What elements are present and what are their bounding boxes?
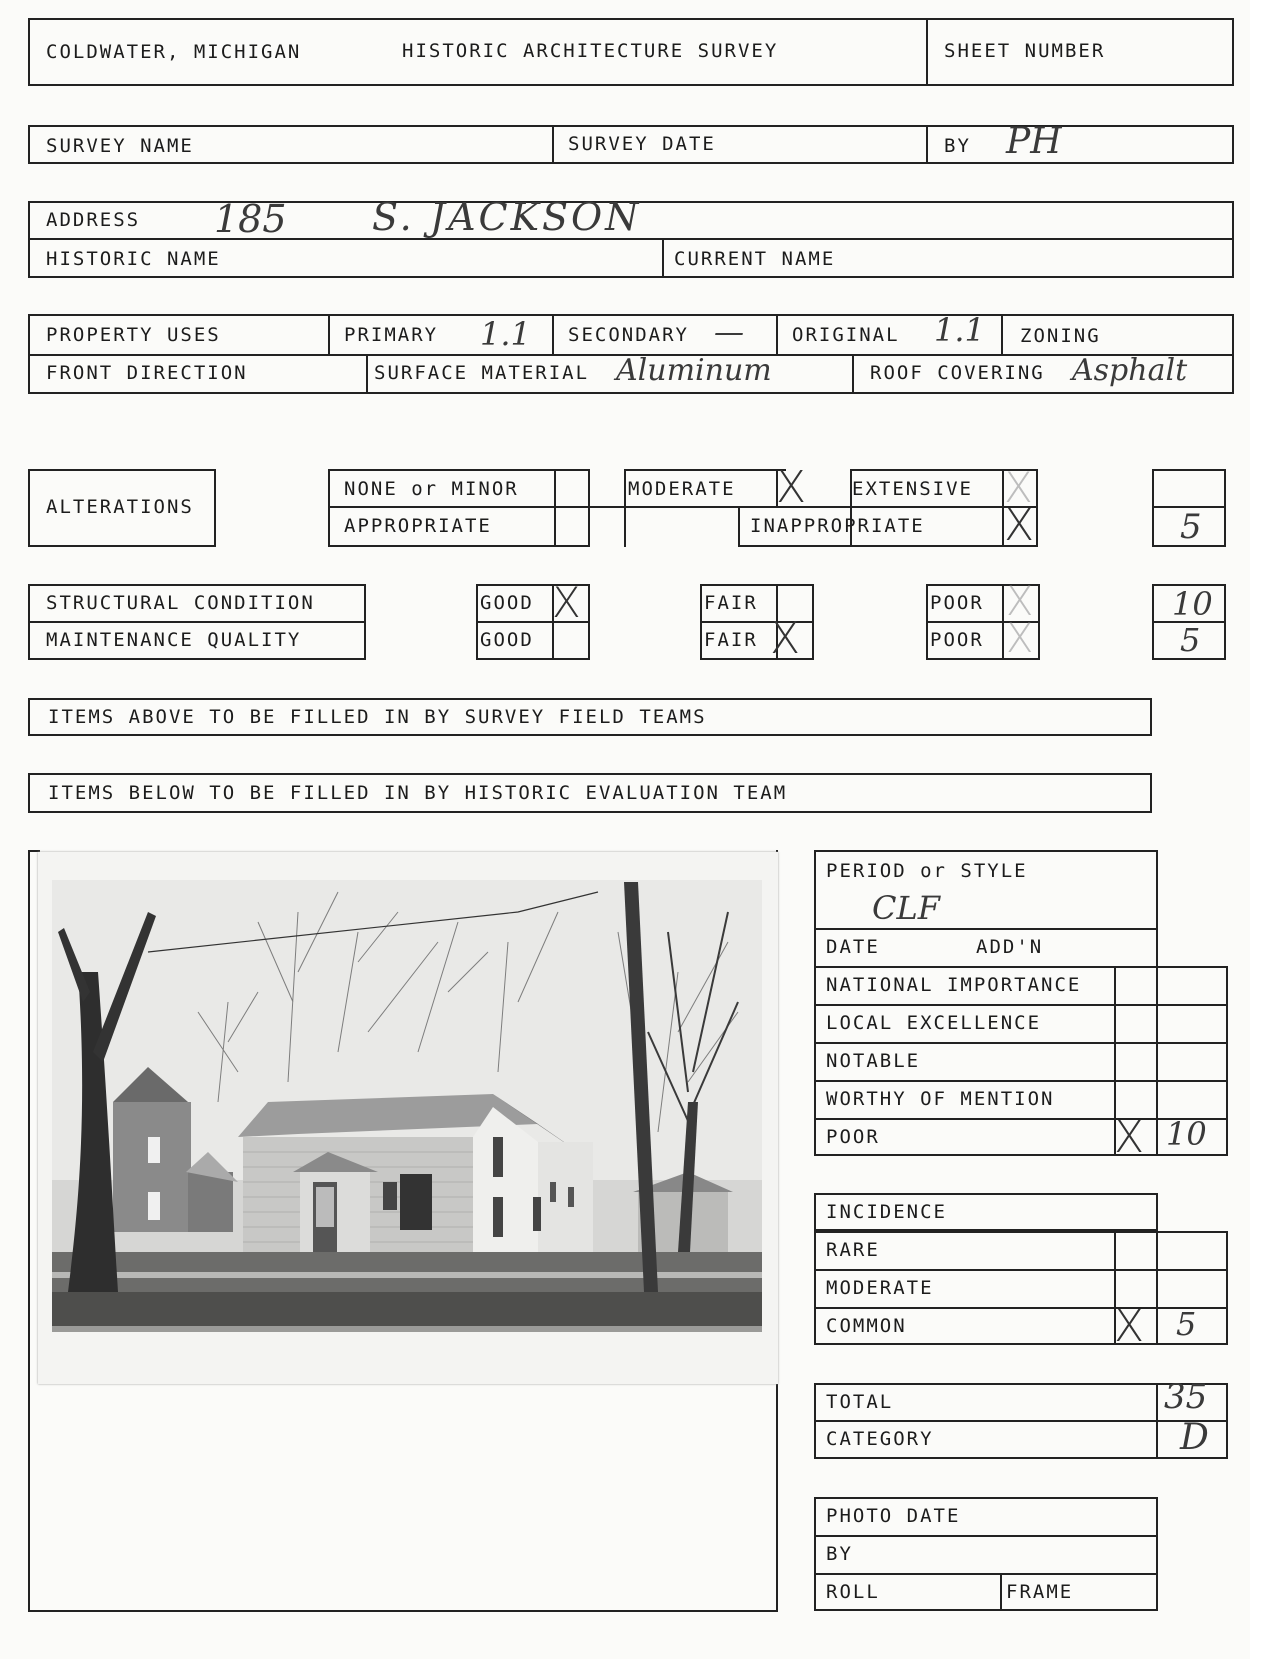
alterations-label: ALTERATIONS (46, 496, 194, 518)
roof-covering-label: ROOF COVERING (870, 362, 1045, 384)
maintenance-fair-mark: X (770, 613, 801, 664)
none-minor-label: NONE or MINOR (344, 478, 519, 500)
address-number: 185 (214, 197, 287, 241)
incidence-rare: RARE (826, 1239, 880, 1261)
maintenance-quality-label: MAINTENANCE QUALITY (46, 629, 302, 651)
eval-row-national-importance: NATIONAL IMPORTANCE (826, 974, 1082, 996)
note-above: ITEMS ABOVE TO BE FILLED IN BY SURVEY FIELD TEAMS (48, 706, 707, 728)
extensive-mark: X (1004, 463, 1033, 512)
surface-material-value: Aluminum (616, 353, 772, 388)
incidence-common: COMMON (826, 1315, 907, 1337)
category-value: D (1180, 1417, 1209, 1458)
survey-by-label: BY (944, 135, 971, 157)
structural-score: 10 (1172, 585, 1213, 623)
incidence-common-mark: X (1114, 1301, 1145, 1352)
addn-label: ADD'N (976, 936, 1044, 958)
extensive-label: EXTENSIVE (852, 478, 973, 500)
city-title: COLDWATER, MICHIGAN (46, 41, 302, 63)
surface-material-label: SURFACE MATERIAL (374, 362, 590, 384)
structural-good-mark: X (552, 578, 581, 627)
maintenance-good-label: GOOD (480, 629, 534, 651)
incidence-moderate: MODERATE (826, 1277, 934, 1299)
original-label: ORIGINAL (792, 324, 900, 346)
maintenance-poor-label: POOR (930, 629, 984, 651)
alterations-score: 5 (1180, 507, 1202, 547)
eval-poor-mark: X (1114, 1112, 1145, 1163)
current-name-label: CURRENT NAME (674, 248, 836, 270)
photo-by-label: BY (826, 1543, 853, 1565)
eval-row-poor: POOR (826, 1126, 880, 1148)
moderate-mark: X (776, 462, 807, 513)
survey-by-value: PH (1006, 121, 1062, 162)
eval-row-worthy-of-mention: WORTHY OF MENTION (826, 1088, 1055, 1110)
total-value: 35 (1164, 1377, 1208, 1417)
front-direction-label: FRONT DIRECTION (46, 362, 248, 384)
survey-title: HISTORIC ARCHITECTURE SURVEY (402, 40, 779, 62)
eval-row-notable: NOTABLE (826, 1050, 921, 1072)
maintenance-score: 5 (1180, 621, 1201, 659)
note-below: ITEMS BELOW TO BE FILLED IN BY HISTORIC EVALUATION TEAM (48, 782, 788, 804)
house-photo (38, 852, 778, 1384)
survey-date-label: SURVEY DATE (568, 133, 716, 155)
eval-row-local-excellence: LOCAL EXCELLENCE (826, 1012, 1042, 1034)
address-label: ADDRESS (46, 209, 141, 231)
structural-fair-label: FAIR (704, 592, 758, 614)
total-label: TOTAL (826, 1391, 894, 1413)
photo-date-label: PHOTO DATE (826, 1505, 961, 1527)
structural-condition-label: STRUCTURAL CONDITION (46, 592, 315, 614)
maintenance-fair-label: FAIR (704, 629, 758, 651)
house-photo-image (38, 852, 778, 1384)
survey-name-label: SURVEY NAME (46, 135, 194, 157)
incidence-common-score: 5 (1176, 1305, 1197, 1343)
period-style-value: CLF (872, 889, 940, 927)
roof-covering-value: Asphalt (1072, 353, 1188, 388)
structural-good-label: GOOD (480, 592, 534, 614)
zoning-label: ZONING (1020, 325, 1101, 347)
structural-poor-mark: X (1006, 579, 1034, 625)
maintenance-poor-mark: X (1006, 616, 1034, 662)
primary-value: 1.1 (480, 315, 531, 353)
roll-label: ROLL (826, 1581, 880, 1603)
secondary-label: SECONDARY (568, 324, 689, 346)
period-style-label: PERIOD or STYLE (826, 860, 1028, 882)
primary-label: PRIMARY (344, 324, 439, 346)
historic-name-label: HISTORIC NAME (46, 248, 221, 270)
frame-label: FRAME (1006, 1581, 1074, 1603)
inappropriate-mark: X (1004, 500, 1035, 551)
date-label: DATE (826, 936, 880, 958)
original-value: 1.1 (934, 311, 985, 349)
incidence-label: INCIDENCE (826, 1201, 947, 1223)
inappropriate-label: INAPPROPRIATE (750, 515, 925, 537)
category-label: CATEGORY (826, 1428, 934, 1450)
moderate-label: MODERATE (628, 478, 736, 500)
eval-poor-score: 10 (1166, 1115, 1207, 1153)
property-uses-label: PROPERTY USES (46, 324, 221, 346)
appropriate-label: APPROPRIATE (344, 515, 492, 537)
secondary-value: — (714, 315, 744, 350)
sheet-number-label: SHEET NUMBER (944, 40, 1106, 62)
address-street: S. JACKSON (372, 195, 642, 239)
structural-poor-label: POOR (930, 592, 984, 614)
